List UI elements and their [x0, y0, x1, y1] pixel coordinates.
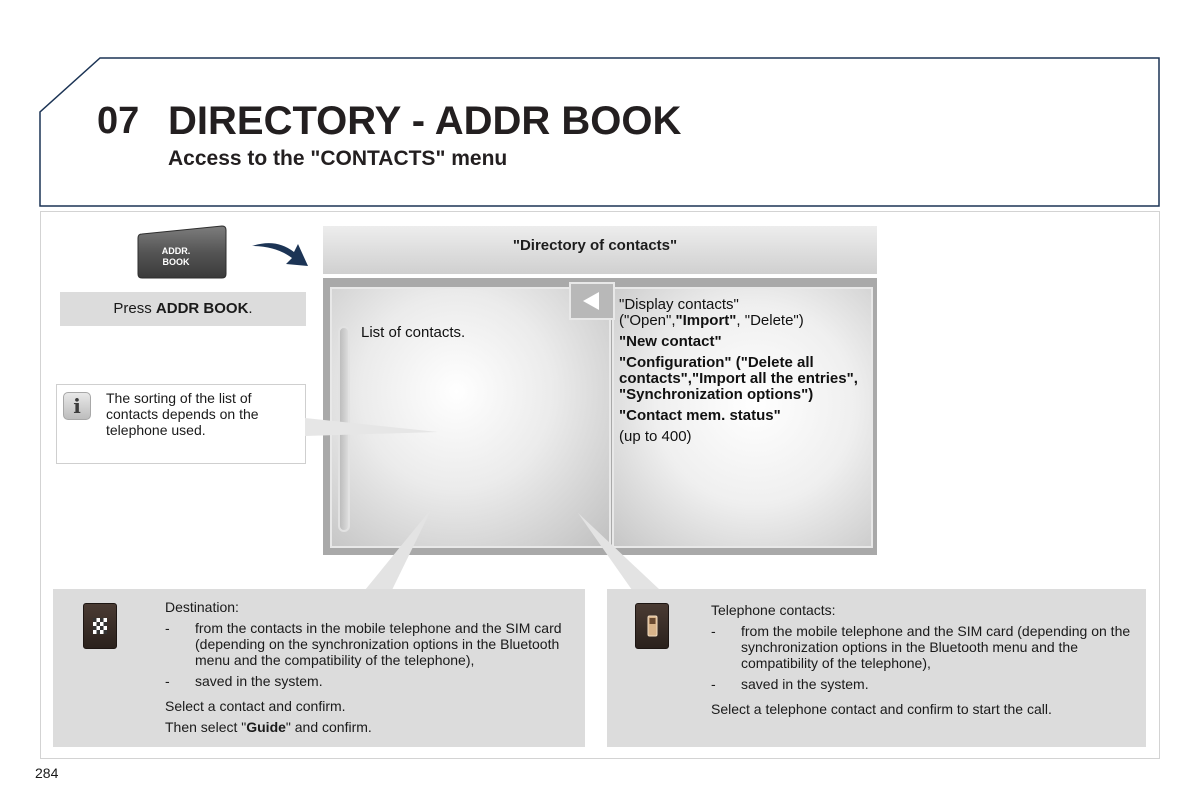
menu-item-display-contacts[interactable]: "Display contacts" ("Open","Import", "Delete") [619, 296, 804, 329]
page-number: 284 [35, 765, 59, 781]
menu-item-new-contact[interactable]: "New contact" [619, 333, 722, 350]
telephone-contacts-text: Telephone contacts: - from the mobile telephone and the SIM card (depending on the synchronization options in the Bluetooth menu and the compatibility of the telephone), - saved in the system. Select a telephone contact and confirm to start the call. [711, 602, 1139, 722]
menu-item-contact-mem-status[interactable]: "Contact mem. status" [619, 407, 781, 424]
list-item: - from the mobile telephone and the SIM card (depending on the synchronization options in the Bluetooth menu and the compatibility of the telephone), [711, 623, 1131, 671]
destination-heading: Destination: [165, 599, 239, 615]
menu-back-tab[interactable] [569, 282, 615, 320]
page-title: DIRECTORY - ADDR BOOK [168, 99, 682, 143]
chapter-number: 07 [97, 100, 140, 142]
addr-book-key-label: ADDR. BOOK [161, 246, 191, 267]
menu-item-configuration[interactable]: "Configuration" ("Delete all contacts","Import all the entries", "Synchronization options") [619, 354, 858, 403]
destination-flag-icon [83, 603, 117, 649]
page-subtitle: Access to the "CONTACTS" menu [168, 147, 508, 170]
list-item: - saved in the system. [165, 673, 323, 689]
arrow-left-icon [571, 284, 613, 318]
info-icon: i [63, 392, 91, 420]
contacts-list-label: List of contacts. [361, 324, 466, 341]
info-text: The sorting of the list of contacts depends on the telephone used. [106, 390, 259, 438]
curved-arrow-icon [250, 232, 312, 272]
press-instruction: Press ADDR BOOK. [60, 292, 306, 326]
contact-capacity: (up to 400) [619, 428, 692, 445]
guide-instruction: Then select "Guide" and confirm. [165, 719, 372, 735]
mobile-phone-icon [635, 603, 669, 649]
list-item: - from the contacts in the mobile telephone and the SIM card (depending on the synchronization options in the Bluetooth menu and the compatibility of the telephone), [165, 620, 562, 668]
destination-text: Destination: - from the contacts in the mobile telephone and the SIM card (depending on the synchronization options in the Bluetooth menu and the compatibility of the telephone), - saved in the system. Select a contact and confirm. Then select "Guide" and confirm. [165, 599, 570, 740]
contacts-menu [619, 297, 869, 450]
telephone-contacts-heading: Telephone contacts: [711, 602, 836, 618]
contacts-scrollbar[interactable] [338, 326, 350, 532]
screen-title: "Directory of contacts" [512, 237, 678, 254]
list-item: - saved in the system. [711, 676, 869, 692]
